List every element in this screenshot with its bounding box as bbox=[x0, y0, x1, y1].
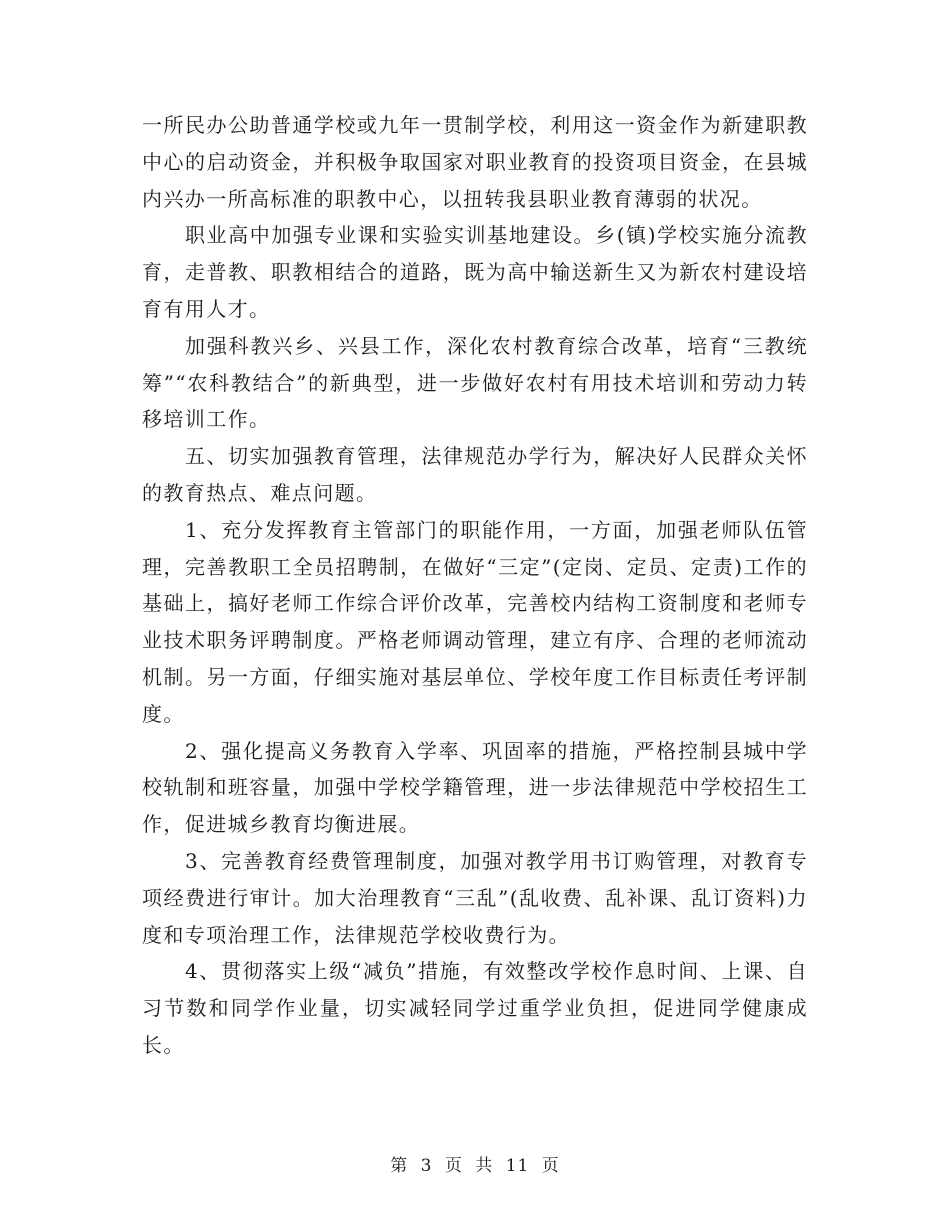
paragraph-3: 加强科教兴乡、兴县工作，深化农村教育综合改革，培育“三教统筹”“农科教结合”的新典型，进一步做好农村有用技术培训和劳动力转移培训工作。 bbox=[142, 333, 808, 432]
list-item-3: 3、完善教育经费管理制度，加强对教学用书订购管理，对教育专项经费进行审计。加大治理教育“三乱”(乱收费、乱补课、乱订资料)力度和专项治理工作，法律规范学校收费行为。 bbox=[142, 848, 808, 947]
page-number-footer: 第 3 页 共 11 页 bbox=[390, 1156, 560, 1176]
list-item-4: 4、贯彻落实上级“减负”措施，有效整改学校作息时间、上课、自习节数和同学作业量，切实减轻同学过重学业负担，促进同学健康成长。 bbox=[142, 959, 808, 1057]
list-item-1: 1、充分发挥教育主管部门的职能作用，一方面，加强老师队伍管理，完善教职工全员招聘制，在做好“三定”(定岗、定员、定责)工作的基础上，搞好老师工作综合评价改革，完善校内结构工资制度和老师专业技术职务评聘制度。严格老师调动管理，建立有序、合理的老师流动机制。另一方面，仔细实施对基层单位、学校年度工作目标责任考评制度。 bbox=[142, 517, 808, 726]
paragraph-1: 一所民办公助普通学校或九年一贯制学校，利用这一资金作为新建职教中心的启动资金，并积极争取国家对职业教育的投资项目资金，在县城内兴办一所高标准的职教中心，以扭转我县职业教育薄弱的状况。 bbox=[142, 113, 808, 211]
section-heading-5: 五、切实加强教育管理，法律规范办学行为，解决好人民群众关怀的教育热点、难点问题。 bbox=[142, 444, 808, 505]
list-item-2: 2、强化提高义务教育入学率、巩固率的措施，严格控制县城中学校轨制和班容量，加强中学校学籍管理，进一步法律规范中学校招生工作，促进城乡教育均衡进展。 bbox=[142, 738, 808, 837]
paragraph-2: 职业高中加强专业课和实验实训基地建设。乡(镇)学校实施分流教育，走普教、职教相结合的道路，既为高中输送新生又为新农村建设培育有用人才。 bbox=[142, 223, 808, 321]
document-body bbox=[142, 107, 808, 1064]
